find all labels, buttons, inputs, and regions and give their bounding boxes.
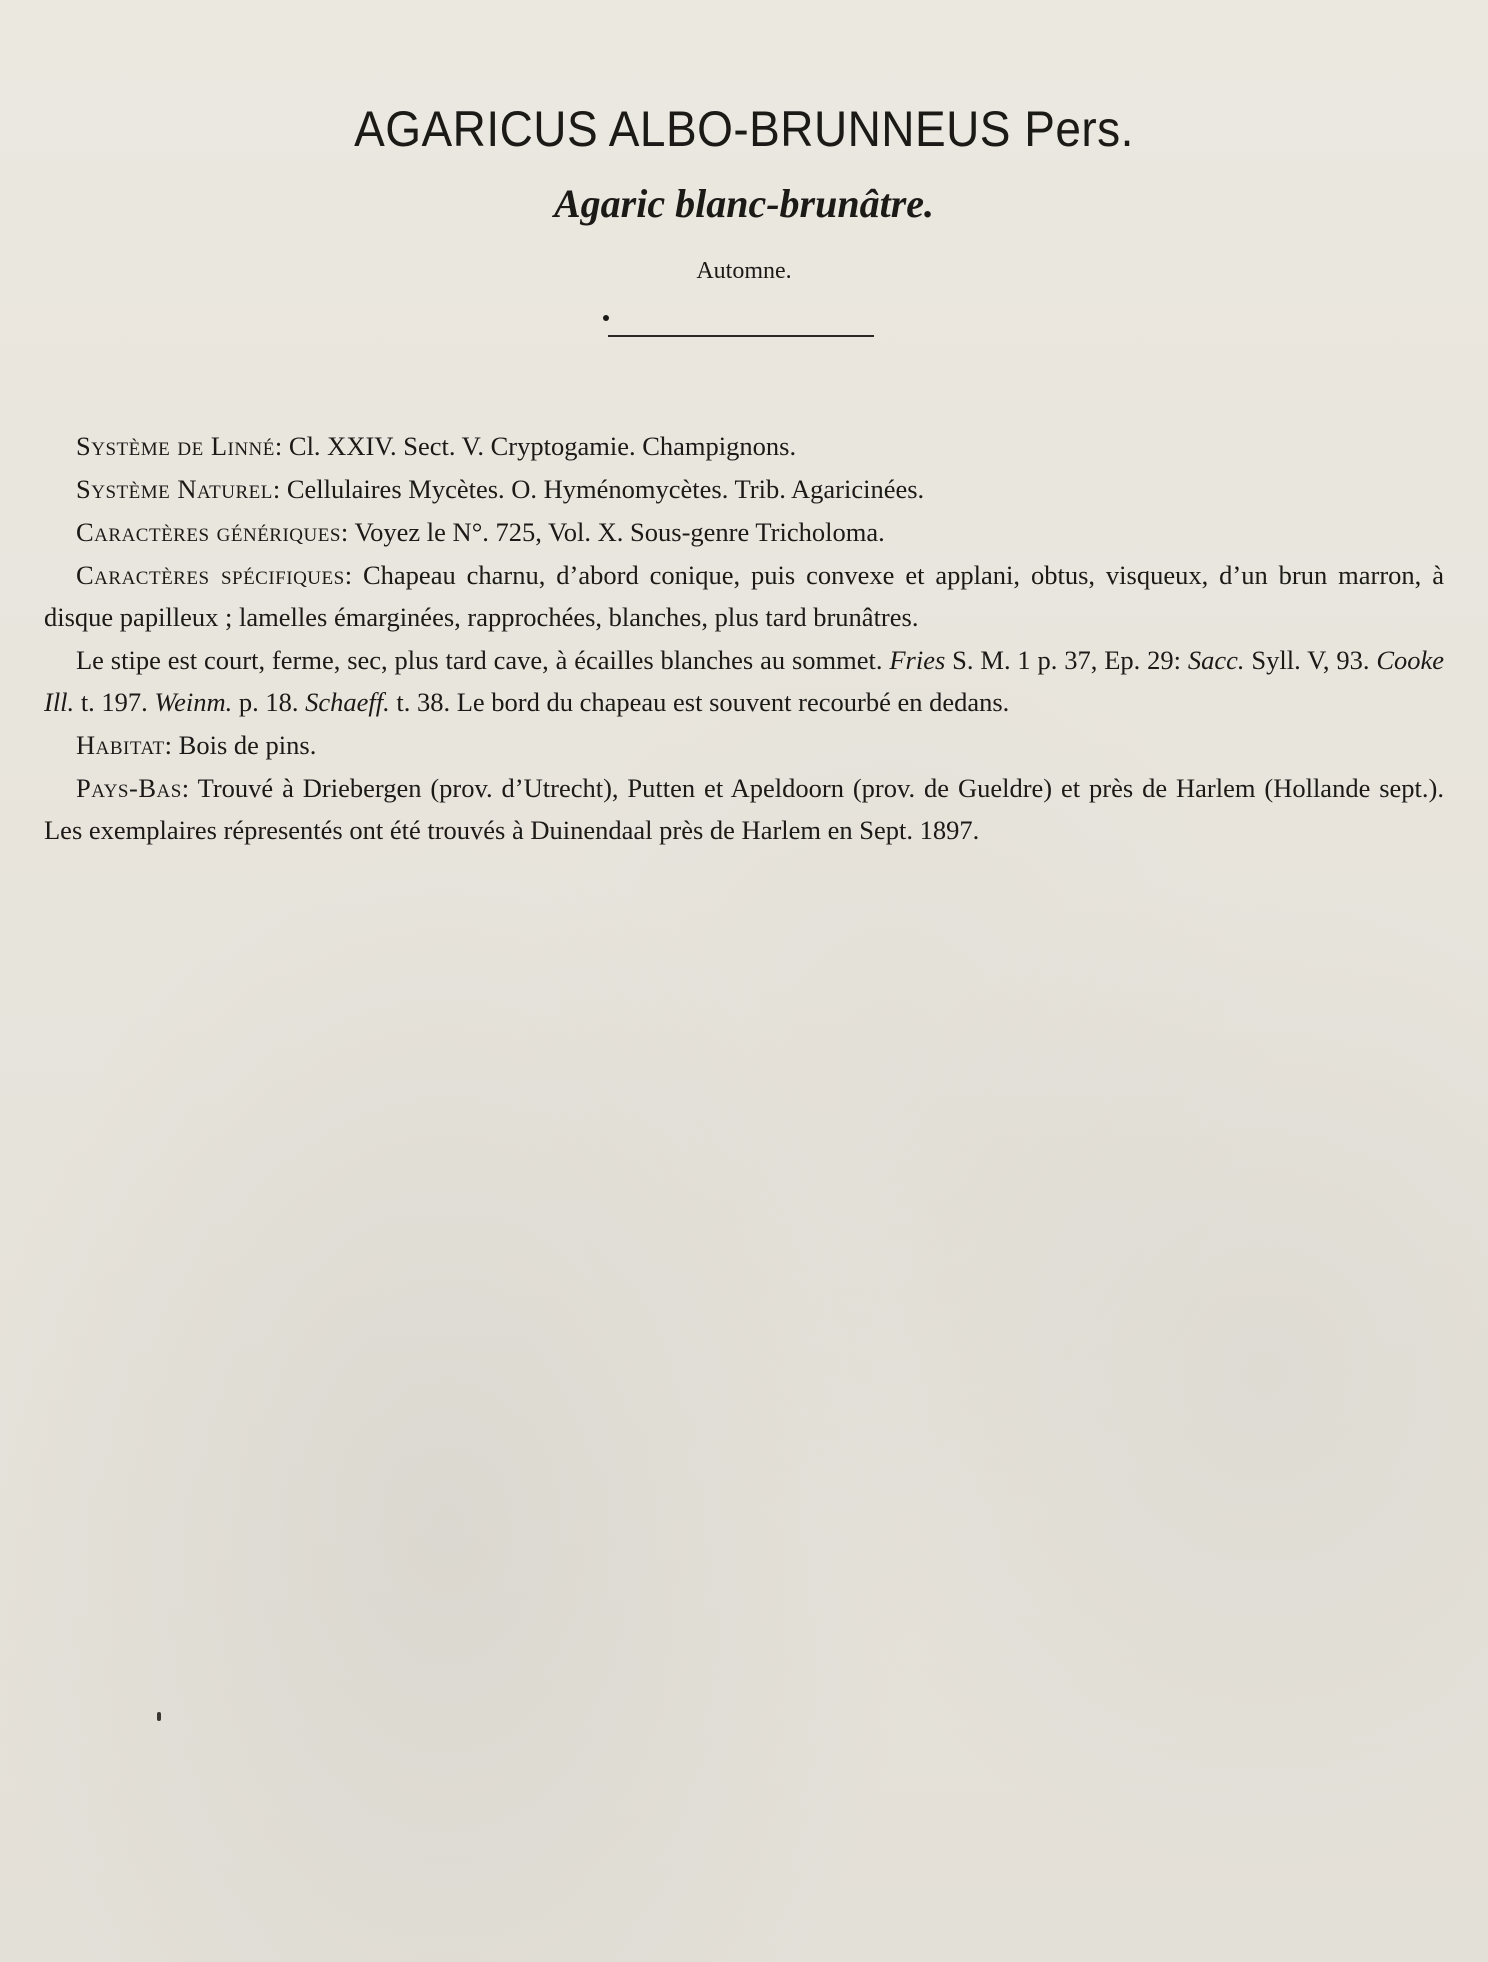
paragraph-linne: Système de Linné: Cl. XXIV. Sect. V. Cryptogamie. Champignons. — [76, 431, 797, 461]
label-naturel: Système Naturel — [76, 474, 273, 504]
label-linne: Système de Linné — [76, 431, 275, 461]
paragraph-pays-bas: Pays-Bas: Trouvé à Driebergen (prov. d’Utrecht), Putten et Apeldoorn (prov. de Gueldre) et près de Harlem (Hollande sept.). Les exemplaires répresentés ont été trouvés à Duinendaal près de Harlem en Sept. 1897. — [44, 773, 1444, 845]
text-habitat: Bois de pins. — [178, 730, 317, 760]
paragraph-naturel: Système Naturel: Cellulaires Mycètes. O. Hyménomycètes. Trib. Agaricinées. — [76, 474, 925, 504]
ref-cooke: Cooke Ill. — [44, 645, 1445, 717]
label-generiques: Caractères génériques — [76, 517, 341, 547]
stipe-text-3: Syll. V, 93. — [1251, 645, 1370, 675]
text-pays-bas: Trouvé à Driebergen (prov. d’Utrecht), Putten et Apeldoorn (prov. de Gueldre) et près de Harlem (Hollande sept.). Les exemplaires répresentés ont été trouvés à Duinendaal près de Harlem en Sept. 1897. — [44, 773, 1444, 845]
ornament-dot — [603, 315, 609, 321]
ref-fries: Fries — [889, 645, 946, 675]
ink-mark — [157, 1712, 161, 1721]
paragraph-habitat: Habitat: Bois de pins. — [76, 730, 317, 760]
label-specifiques: Caractères spécifiques — [76, 560, 345, 590]
paragraph-generiques: Caractères génériques: Voyez le N°. 725, Vol. X. Sous-genre Tricholoma. — [76, 517, 885, 547]
stipe-text-4: t. 197. — [80, 687, 148, 717]
text-naturel: Cellulaires Mycètes. O. Hyménomycètes. Trib. Agaricinées. — [286, 474, 925, 504]
ref-weinm: Weinm. — [154, 687, 233, 717]
divider-rule — [608, 335, 874, 337]
label-habitat: Habitat — [76, 730, 165, 760]
text-specifiques: Chapeau charnu, d’abord conique, puis convexe et applani, obtus, visqueux, d’un brun marron, à disque papilleux ; lamelles émarginées, rapprochées, blanches, plus tard brunâtres. — [44, 560, 1444, 632]
paragraph-stipe — [44, 639, 1444, 723]
paragraph-specifiques: Caractères spécifiques: Chapeau charnu, d’abord conique, puis convexe et applani, obtus, visqueux, d’un brun marron, à disque papilleux ; lamelles émarginées, rapprochées, blanches, plus tard brunâtres. — [44, 560, 1444, 632]
label-pays-bas: Pays-Bas — [76, 773, 182, 803]
season-label: Automne. — [696, 258, 792, 284]
ref-sacc: Sacc. — [1187, 645, 1245, 675]
text-generiques: Voyez le N°. 725, Vol. X. Sous-genre Tricholoma. — [354, 517, 885, 547]
stipe-text-2: S. M. 1 p. 37, Ep. 29: — [952, 645, 1182, 675]
stipe-text-5: p. 18. — [238, 687, 299, 717]
description-body — [44, 425, 1444, 852]
page-title: AGARICUS ALBO-BRUNNEUS Pers. — [354, 101, 1134, 157]
page-subtitle: Agaric blanc-brunâtre. — [553, 181, 935, 226]
stipe-text-1: Le stipe est court, ferme, sec, plus tard cave, à écailles blanches au sommet. — [76, 645, 883, 675]
ref-schaeff: Schaeff. — [305, 687, 390, 717]
stipe-text-6: t. 38. Le bord du chapeau est souvent recourbé en dedans. — [396, 687, 1010, 717]
text-linne: Cl. XXIV. Sect. V. Cryptogamie. Champignons. — [288, 431, 797, 461]
